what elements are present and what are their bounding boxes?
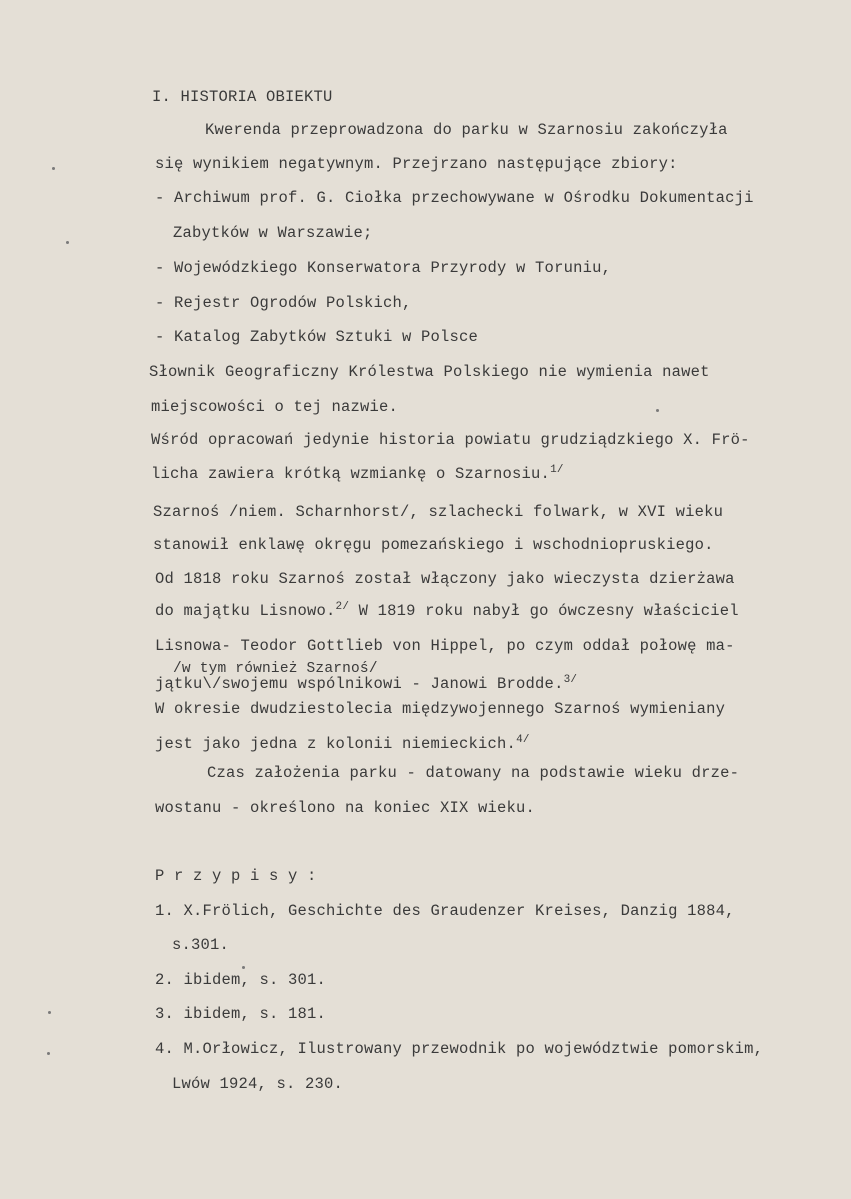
footnote-line: Lwów 1924, s. 230. xyxy=(172,1075,344,1093)
text-line: Od 1818 roku Szarnoś został włączony jako wieczysta dzierżawa xyxy=(155,570,735,588)
footnote-ref: 2/ xyxy=(335,601,350,613)
text-line xyxy=(155,674,578,693)
text-line xyxy=(155,601,739,620)
footnote-line: 1. X.Frölich, Geschichte des Graudenzer Kreises, Danzig 1884, xyxy=(155,902,735,920)
text-line: Kwerenda przeprowadzona do parku w Szarnosiu zakończyła xyxy=(205,121,728,139)
text-line: - Rejestr Ogrodów Polskich, xyxy=(155,294,412,312)
text-line xyxy=(155,734,530,753)
footnote-line: 2. ibidem, s. 301. xyxy=(155,971,327,989)
paper-speck xyxy=(656,409,659,412)
text-line: Zabytków w Warszawie; xyxy=(173,224,373,242)
text-line: W okresie dwudziestolecia międzywojennego Szarnoś wymieniany xyxy=(155,700,726,718)
text-line: Lisnowa- Teodor Gottlieb von Hippel, po czym oddał połowę ma- xyxy=(155,637,735,655)
text-line xyxy=(151,464,564,483)
footnote-line: s.301. xyxy=(172,936,230,954)
paper-speck xyxy=(52,167,55,170)
text-line: wostanu - określono na koniec XIX wieku. xyxy=(155,799,536,817)
footnote-ref: 1/ xyxy=(550,464,564,476)
text-segment: jest jako jedna z kolonii niemieckich. xyxy=(155,735,517,753)
footnote-ref: 4/ xyxy=(516,734,530,746)
text-line: Czas założenia parku - datowany na podstawie wieku drze- xyxy=(207,764,740,782)
text-line: Wśród opracowań jedynie historia powiatu grudziądzkiego X. Frö- xyxy=(151,431,750,449)
section-heading: I. HISTORIA OBIEKTU xyxy=(152,88,333,106)
text-line: Słownik Geograficzny Królestwa Polskiego nie wymienia nawet xyxy=(149,363,710,381)
text-insertion: /w tym również Szarnoś/ xyxy=(173,661,378,677)
footnote-ref: 3/ xyxy=(563,674,578,686)
text-line: - Wojewódzkiego Konserwatora Przyrody w Toruniu, xyxy=(155,259,612,277)
footnote-line: 4. M.Orłowicz, Ilustrowany przewodnik po województwie pomorskim, xyxy=(155,1040,764,1058)
text-segment: do majątku Lisnowo. xyxy=(155,602,336,620)
text-line: Szarnoś /niem. Scharnhorst/, szlachecki folwark, w XVI wieku xyxy=(153,503,724,521)
paper-speck xyxy=(66,241,69,244)
text-line: się wynikiem negatywnym. Przejrzano następujące zbiory: xyxy=(155,155,678,173)
text-segment: licha zawiera krótką wzmiankę o Szarnosiu. xyxy=(151,465,551,483)
footnotes-heading: P r z y p i s y : xyxy=(155,867,317,885)
text-line: miejscowości o tej nazwie. xyxy=(151,398,399,416)
paper-speck xyxy=(242,966,245,969)
paper-speck xyxy=(47,1052,50,1055)
text-line: stanowił enklawę okręgu pomezańskiego i wschodniopruskiego. xyxy=(153,536,714,554)
text-line: - Archiwum prof. G. Ciołka przechowywane w Ośrodku Dokumentacji xyxy=(155,189,754,207)
text-segment: jątku\/swojemu wspólnikowi - Janowi Brodde. xyxy=(155,675,564,693)
text-segment: W 1819 roku nabył go ówczesny właściciel xyxy=(349,602,739,620)
text-line: - Katalog Zabytków Sztuki w Polsce xyxy=(155,328,479,346)
paper-speck xyxy=(48,1011,51,1014)
footnote-line: 3. ibidem, s. 181. xyxy=(155,1005,327,1023)
